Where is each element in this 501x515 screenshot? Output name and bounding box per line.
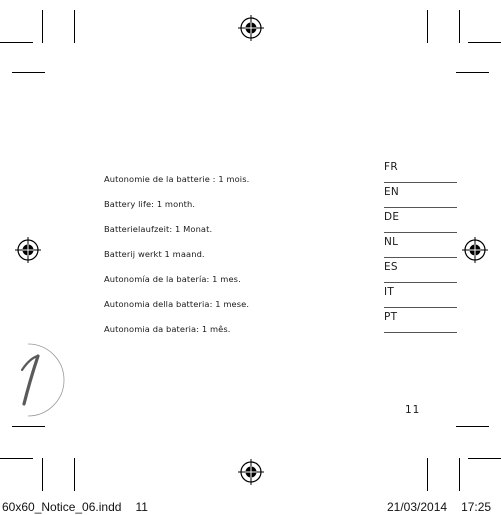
crop-mark-bottom-right-h — [468, 458, 501, 459]
registration-mark-top-icon — [238, 15, 264, 41]
language-tabs — [384, 158, 457, 333]
footer-file-name: 60x60_Notice_06.indd — [2, 500, 122, 514]
language-tab-de: DE — [384, 208, 457, 233]
crop-mark-top-left-v2 — [74, 10, 75, 43]
footer-date: 21/03/2014 — [387, 500, 448, 514]
language-tab-en: EN — [384, 183, 457, 208]
page-stamp-icon — [0, 340, 80, 420]
language-tab-nl: NL — [384, 233, 457, 258]
footer-file-info — [2, 500, 162, 514]
language-tab-fr: FR — [384, 158, 457, 183]
page-number: 11 — [405, 404, 421, 416]
text-line-pt: Autonomia da bateria: 1 mês. — [104, 324, 231, 334]
text-line-es: Autonomía de la batería: 1 mes. — [104, 274, 241, 284]
text-line-nl: Batterij werkt 1 maand. — [104, 249, 205, 259]
text-line-en: Battery life: 1 month. — [104, 199, 196, 209]
language-tab-es: ES — [384, 258, 457, 283]
footer-file-page: 11 — [135, 500, 148, 514]
footer-time: 17:25 — [461, 500, 492, 514]
registration-mark-bottom-icon — [238, 459, 264, 485]
crop-mark-bottom-right-v2 — [427, 458, 428, 491]
language-tab-pt: PT — [384, 308, 457, 333]
crop-mark-top-left-v — [42, 10, 43, 43]
crop-mark-top-left-h — [0, 42, 33, 43]
crop-mark-bottom-left-v — [42, 458, 43, 491]
crop-mark-bottom-left-h — [0, 458, 33, 459]
crop-mark-bottom-left-h2 — [12, 426, 45, 427]
crop-mark-top-left-h2 — [12, 72, 45, 73]
crop-mark-top-right-v2 — [427, 10, 428, 43]
text-line-it: Autonomia della batteria: 1 mese. — [104, 299, 250, 309]
crop-mark-bottom-right-v — [459, 458, 460, 491]
crop-mark-bottom-left-v2 — [74, 458, 75, 491]
crop-mark-bottom-right-h2 — [456, 426, 489, 427]
language-tab-it: IT — [384, 283, 457, 308]
registration-mark-right-icon — [462, 237, 488, 263]
crop-mark-top-right-h — [468, 42, 501, 43]
crop-mark-top-right-v — [459, 10, 460, 43]
text-line-fr: Autonomie de la batterie : 1 mois. — [104, 174, 250, 184]
crop-mark-top-right-h2 — [456, 72, 489, 73]
text-line-de: Batterielaufzeit: 1 Monat. — [104, 224, 213, 234]
footer-timestamp — [387, 500, 491, 514]
registration-mark-left-icon — [15, 237, 41, 263]
battery-life-text-block — [104, 174, 374, 349]
